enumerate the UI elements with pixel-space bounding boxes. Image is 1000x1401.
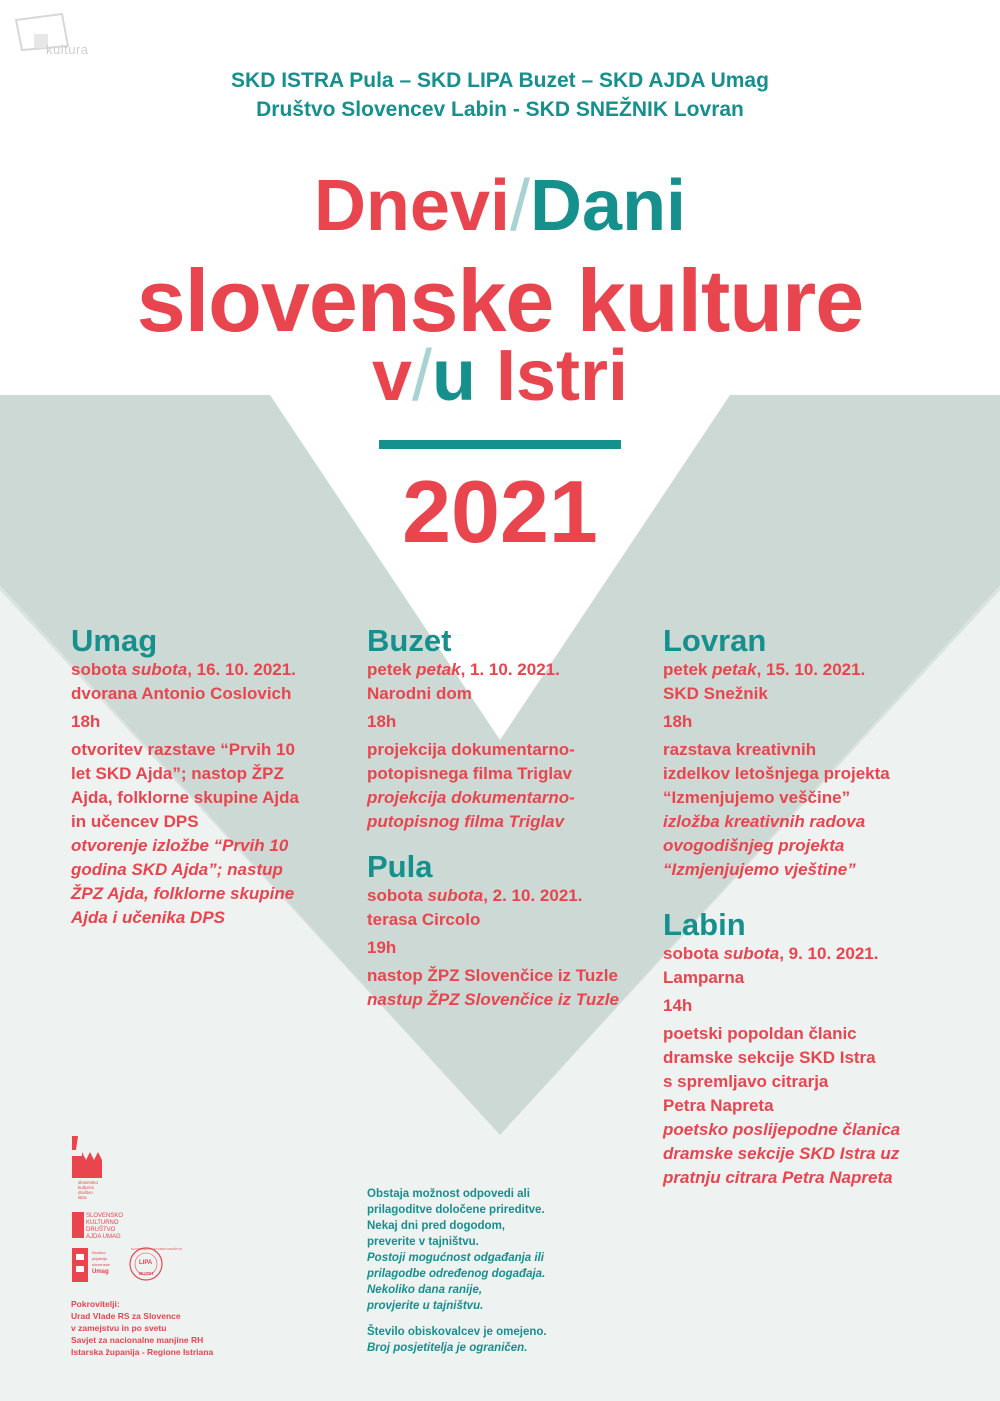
- title-prep-v: v: [371, 336, 412, 416]
- dps-logo-text-3: slovenske: [92, 1262, 110, 1267]
- event-buzet: Buzet petek petak, 1. 10. 2021. Narodni dom 18h projekcija dokumentarno- potopisnega filma Triglav projekcija dokumentarno- putopisnog filma Triglav: [367, 624, 657, 834]
- sponsors-heading: Pokrovitelji:: [71, 1299, 120, 1309]
- event-city: Umag: [71, 623, 158, 658]
- event-city: Buzet: [367, 623, 452, 658]
- ajda-logo-text-1: SLOVENSKO: [86, 1213, 124, 1219]
- organizers-line-1: SKD ISTRA Pula – SKD LIPA Buzet – SKD AJDA Umag: [231, 69, 769, 92]
- event-time: 18h: [663, 712, 693, 731]
- event-labin: Labin sobota subota, 9. 10. 2021. Lamparna 14h poetski popoldan članic dramske sekcije SKD Istra s spremljavo citrarja Petra Napreta poetsko poslijepodne članica dramske sekcije SKD Istra uz pratnju citrara Petra Napreta: [663, 908, 963, 1190]
- ajda-logo-text-3: DRUŠTVO: [86, 1227, 116, 1233]
- event-city: Labin: [663, 907, 746, 942]
- visitor-limit-hr: Broj posjetitelja je ograničen.: [367, 1342, 528, 1354]
- istra-logo-text-4: istra: [78, 1195, 87, 1200]
- lipa-logo-ring: SLOVENSKO KULTURNO DRUŠTVO: [131, 1247, 183, 1251]
- title-word-dani: Dani: [530, 166, 687, 246]
- visitor-limit-sl: Število obiskovalcev je omejeno.: [367, 1326, 547, 1338]
- istra-logo-text-1: slovensko: [78, 1180, 99, 1185]
- organizers-line-2: Društvo Slovencev Labin - SKD SNEŽNIK Lovran: [256, 98, 744, 121]
- title-line-2: slovenske kulture: [136, 251, 864, 350]
- title-line-1: [0, 166, 1000, 246]
- title-place: Istri: [496, 336, 629, 416]
- skd-lipa-logo: [130, 1246, 183, 1280]
- event-city: Lovran: [663, 623, 767, 658]
- event-city: Pula: [367, 849, 433, 884]
- dps-logo-text-4: Umag: [92, 1269, 109, 1275]
- lipa-logo-name: LIPA: [139, 1260, 153, 1266]
- event-venue: terasa Circolo: [367, 910, 481, 929]
- dps-logo-text-1: Društvo: [92, 1250, 106, 1255]
- watermark-text: kultura: [46, 42, 89, 57]
- skd-istra-logo: [72, 1136, 102, 1200]
- title-line-3: [0, 336, 1000, 416]
- year: 2021: [402, 462, 598, 561]
- dps-logo-text-2: prijatelja: [92, 1256, 107, 1261]
- skd-ajda-logo: [72, 1212, 123, 1240]
- event-pula: Pula sobota subota, 2. 10. 2021. terasa Circolo 19h nastop ŽPZ Slovenčice iz Tuzle nastup ŽPZ Slovenčice iz Tuzle: [367, 850, 657, 1012]
- event-time: 14h: [663, 996, 693, 1015]
- sponsors: Pokrovitelji: Urad Vlade RS za Slovence v zamejstvu in po svetu Savjet za nacionalne manjine RH Istarska županija - Regione Istriana: [71, 1298, 271, 1358]
- kultura-watermark: [12, 12, 112, 57]
- event-umag: Umag sobota subota, 16. 10. 2021. dvorana Antonio Coslovich 18h otvoritev razstave “Prvih 10 let SKD Ajda”; nastop ŽPZ Ajda, folklorne skupine Ajda in učencev DPS otvorenje izložbe “Prvih 10 godina SKD Ajda”; nastup ŽPZ Ajda, folklorne skupine Ajda i učenika DPS: [71, 624, 361, 930]
- organizer-logos: [68, 1130, 218, 1290]
- title-prep-u: u: [432, 336, 476, 416]
- title-divider: [379, 440, 621, 449]
- event-time: 18h: [367, 712, 397, 731]
- title-slash-2: /: [411, 336, 432, 416]
- ajda-logo-text-2: KULTURNO: [86, 1220, 119, 1226]
- event-venue: Narodni dom: [367, 684, 472, 703]
- title-slash: /: [510, 166, 531, 246]
- istra-logo-text-2: kulturno: [78, 1185, 95, 1190]
- event-lovran: Lovran petek petak, 15. 10. 2021. SKD Snežnik 18h razstava kreativnih izdelkov letošnjega projekta “Izmenjujemo veščine” izložba kreativnih radova ovogodišnjeg projekta “Izmjenjujemo vještine”: [663, 624, 963, 882]
- event-venue: Lamparna: [663, 968, 745, 987]
- notice: Obstaja možnost odpovedi ali prilagoditve določene prireditve. Nekaj dni pred dogodom, preverite v tajništvu. Postoji mogućnost odgađanja ili prilagodbe određenog događaja. Nekoliko dana ranije, provjerite u tajništvu. Število obiskovalcev je omejeno. Broj posjetitelja je ograničen.: [367, 1186, 627, 1356]
- event-venue: SKD Snežnik: [663, 684, 768, 703]
- event-venue: dvorana Antonio Coslovich: [71, 684, 292, 703]
- ajda-logo-text-4: AJDA UMAG: [86, 1234, 121, 1240]
- lipa-logo-town: BUZET: [139, 1271, 154, 1276]
- istra-logo-text-3: društvo: [78, 1190, 93, 1195]
- organizers: [0, 66, 1000, 124]
- event-time: 19h: [367, 938, 397, 957]
- dps-umag-logo: [72, 1248, 111, 1282]
- title-word-dnevi: Dnevi: [313, 166, 511, 246]
- event-time: 18h: [71, 712, 101, 731]
